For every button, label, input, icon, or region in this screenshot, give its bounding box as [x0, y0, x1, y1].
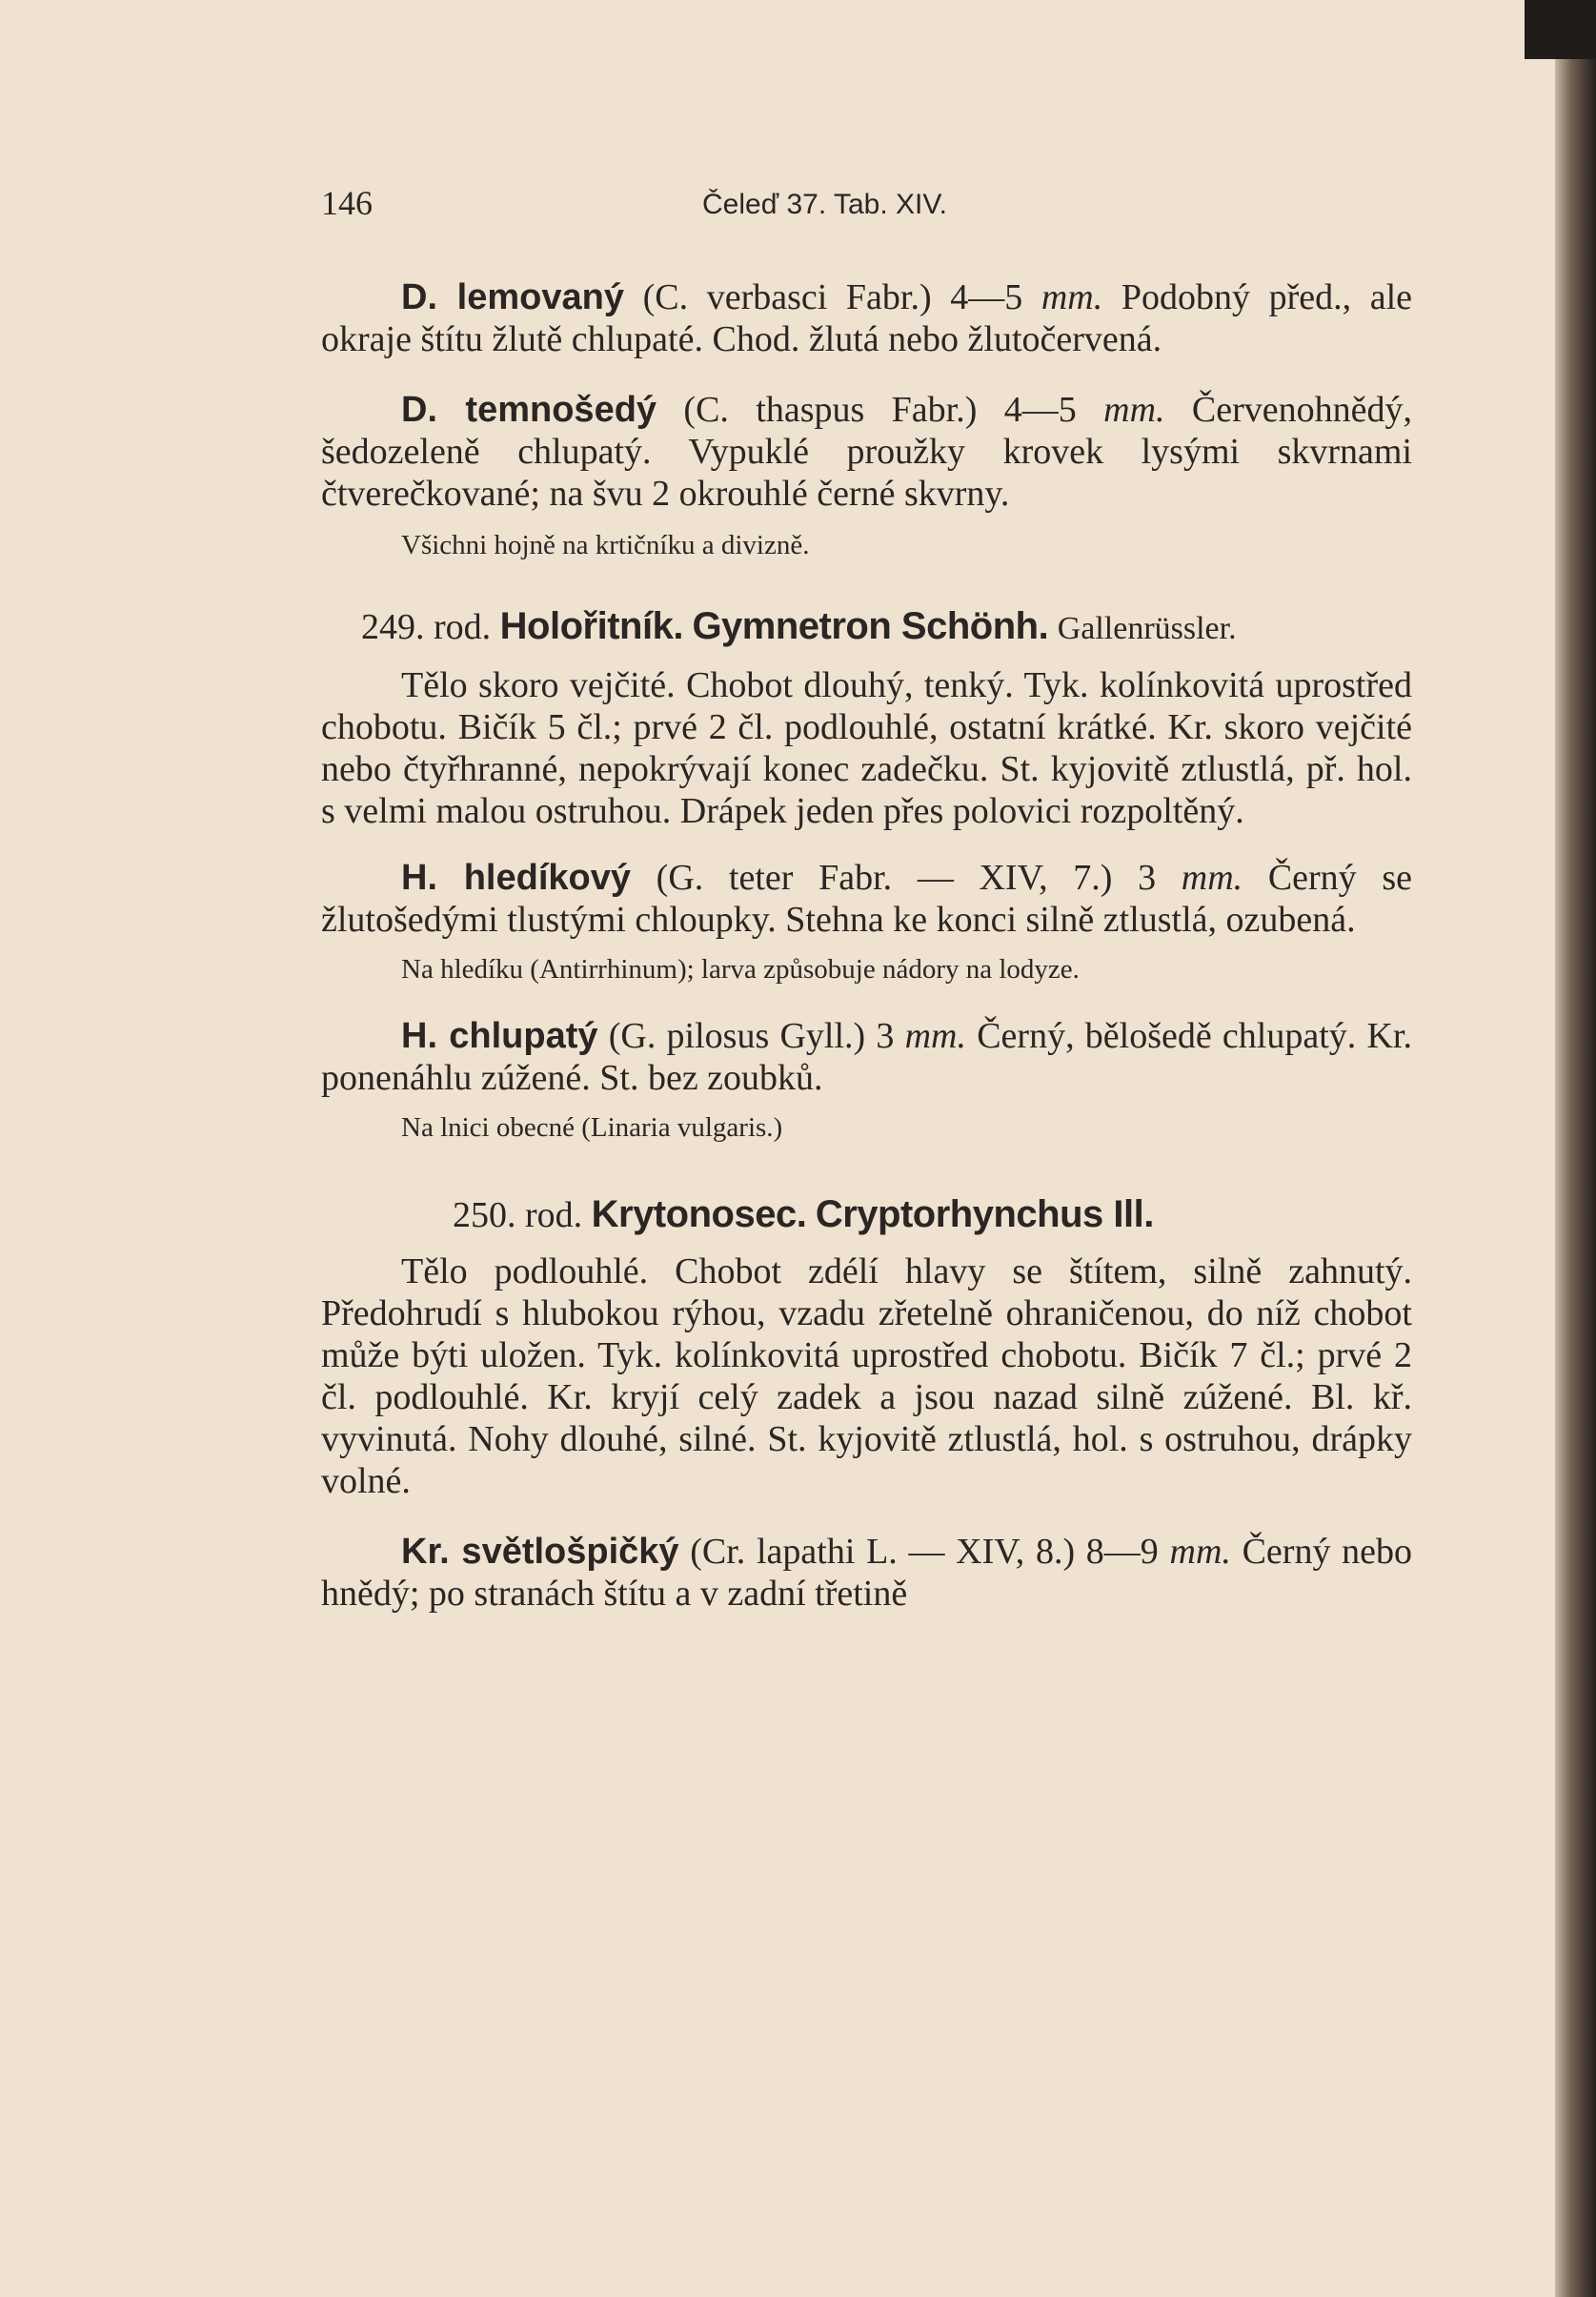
page-number: 146: [321, 184, 373, 222]
genus-heading-250: [321, 1192, 1412, 1237]
species-name: D. temnošedý: [401, 390, 657, 430]
habitat-note: Na hledíku (Antirrhinum); larva způsobuje nádory na lodyze.: [401, 954, 1080, 985]
species-synonym: (Cr. lapathi L. — XIV, 8.) 8—9: [678, 1532, 1170, 1572]
species-synonym: (C. verbasci Fabr.) 4—5: [623, 277, 1041, 317]
species-synonym: (C. thaspus Fabr.) 4—5: [657, 390, 1104, 430]
page-content: [321, 183, 1412, 1615]
habitat-note: Na lnici obecné (Linaria vulgaris.): [401, 1112, 783, 1143]
book-spine: [1555, 0, 1596, 2297]
genus-german-name: Gallenrüssler.: [1057, 611, 1237, 646]
species-name: Kr. světlošpičký: [401, 1532, 679, 1572]
genus-number: 249. rod.: [361, 607, 492, 647]
species-description: Podobný před., ale okraje štítu žlutě chlupaté. Chod. žlutá nebo žlutočervená.: [321, 277, 1413, 359]
species-name: H. chlupatý: [401, 1016, 598, 1056]
species-description: Černý se žlutošedými tlustými chloupky. Stehna ke konci silně ztlustlá, ozubená.: [321, 858, 1413, 940]
species-description: Černý nebo hnědý; po stranách štítu a v zadní třetině: [321, 1532, 1412, 1614]
species-description: Černý, bělošedě chlupatý. Kr. ponenáhlu zúžené. St. bez zoubků.: [321, 1016, 1412, 1098]
genus-number: 250. rod.: [453, 1195, 583, 1235]
species-entry-temnosedy: [321, 389, 1412, 515]
genus-heading-249: [321, 604, 1412, 651]
size-unit: mm.: [1040, 277, 1103, 317]
species-synonym: (G. teter Fabr. — XIV, 7.) 3: [631, 858, 1182, 898]
page-header: [321, 183, 1412, 240]
genus-description-250: Tělo podlouhlé. Chobot zdélí hlavy se štítem, silně zahnutý. Předohrudí s hlubokou rýhou, vzadu zřetelně ohraničenou, do níž chobot může býti uložen. Tyk. kolínkovitá uprostřed chobotu. Bičík 7 čl.; prvé 2 čl. podlouhlé. Kr. kryjí celý zadek a jsou nazad silně zúžené. Bl. kř. vyvinutá. Nohy dlouhé, silné. St. kyjovitě ztlustlá, hol. s ostruhou, drápky volné.: [321, 1251, 1412, 1501]
size-unit: mm.: [1169, 1532, 1231, 1572]
species-description: Červenohnědý, šedozeleně chlupatý. Vypuklé proužky krovek lysými skvrnami čtverečkované; na švu 2 okrouhlé černé skvrny.: [321, 390, 1412, 514]
genus-czech-name: Holořitník.: [499, 605, 683, 647]
habitat-note: Všichni hojně na krtičníku a divizně.: [401, 530, 810, 560]
scan-corner: [1525, 0, 1596, 59]
species-synonym: (G. pilosus Gyll.) 3: [597, 1016, 905, 1056]
size-unit: mm.: [904, 1016, 966, 1056]
genus-latin-name: Cryptorhynchus Ill.: [815, 1193, 1154, 1235]
size-unit: mm.: [1103, 390, 1165, 430]
running-head: Čeleď 37. Tab. XIV.: [702, 189, 947, 220]
size-unit: mm.: [1181, 858, 1243, 898]
species-entry-hledikovy: [321, 857, 1412, 941]
genus-latin-name: Gymnetron Schönh.: [692, 605, 1049, 647]
species-entry-lemovany: [321, 276, 1412, 360]
genus-czech-name: Krytonosec.: [591, 1193, 807, 1235]
genus-description-249: Tělo skoro vejčité. Chobot dlouhý, tenký. Tyk. kolínkovitá uprostřed chobotu. Bičík 5 čl.; prvé 2 čl. podlouhlé, ostatní krátké. Kr. skoro vejčité nebo čtyřhranné, nepokrývají konec zadečku. St. kyjovitě ztlustlá, př. hol. s velmi malou ostruhou. Drápek jeden přes polovici rozpoltěný.: [321, 665, 1412, 831]
species-entry-chlupaty: [321, 1015, 1412, 1099]
species-name: D. lemovaný: [401, 277, 624, 317]
species-entry-svetlospicky: [321, 1531, 1412, 1615]
species-name: H. hledíkový: [401, 858, 632, 898]
